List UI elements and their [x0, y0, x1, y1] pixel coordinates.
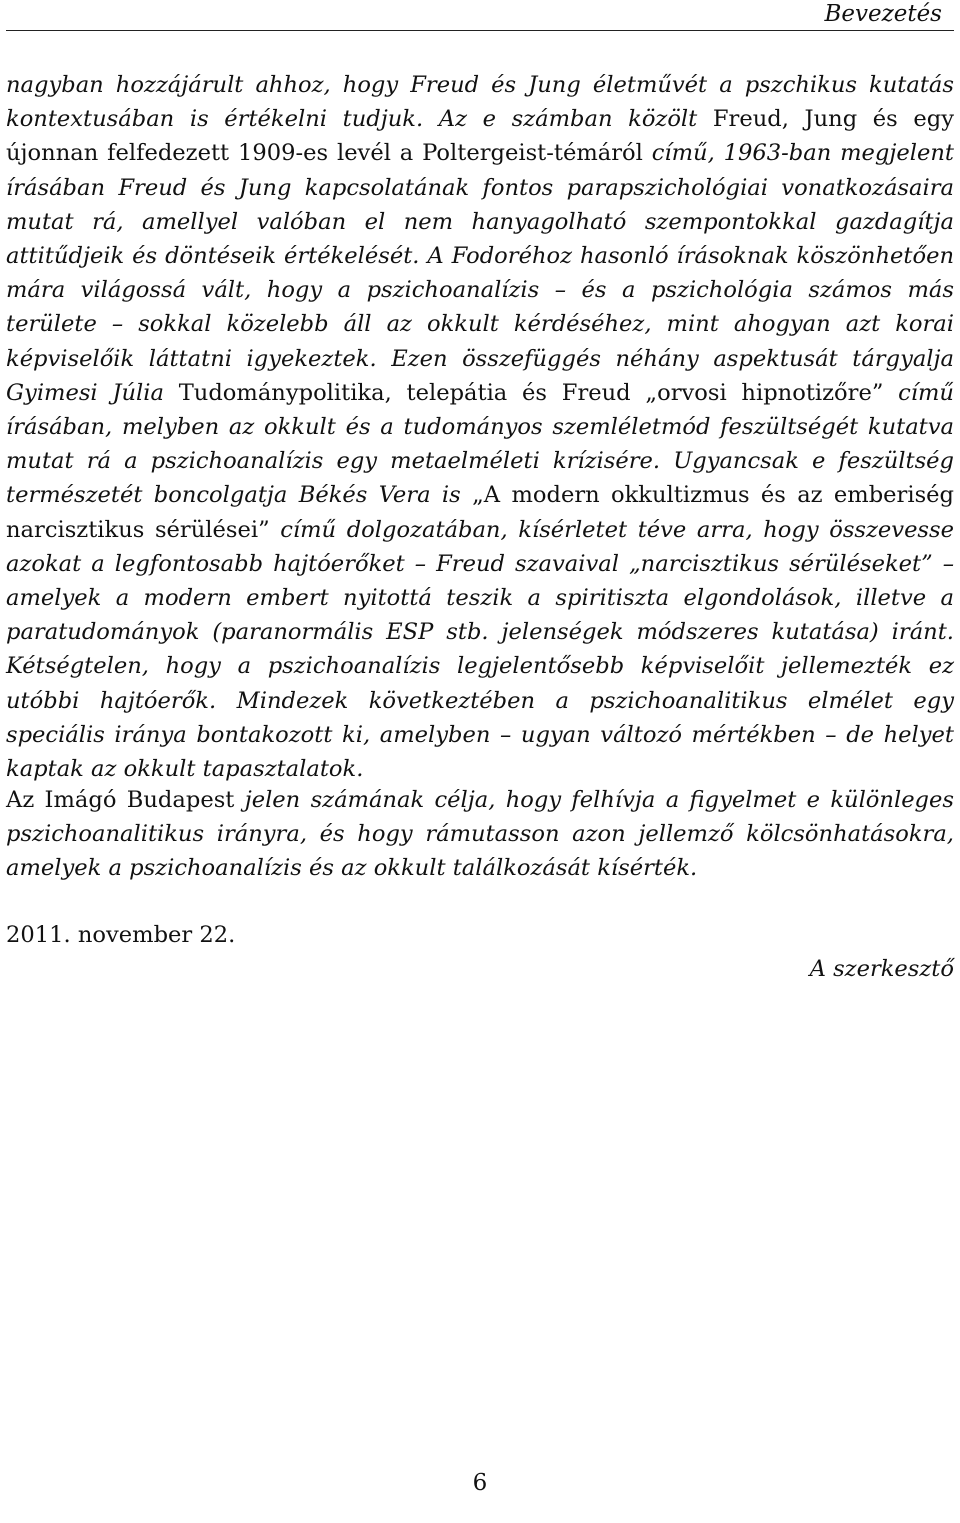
p1-article-title-fodor: Freud, Jung és egy újonnan felfedezett 1909-es levél a Poltergeist-témáról — [6, 106, 954, 167]
date-text: 2011. november 22. — [6, 922, 236, 948]
p1-text-1: nagyban hozzájárult ahhoz, hogy Freud és Jung életművét a pszchikus kutatás kontextusában is értékelni tudjuk. Az e számban közölt — [6, 72, 954, 133]
p1-article-title-bekes: „A modern okkultizmus és az emberiség narcisztikus sérülései” — [6, 482, 955, 543]
p1-text-2: című, 1963-ban megjelent írásában Freud és Jung kapcsolatának fontos parapszichológiai vonatkozásaira mutat rá, amellyel valóban el nem hanyagolható szempontokkal gazdagítja attitűdjeik és döntéseik értékelését. A Fodoréhoz hasonló írásoknak köszönhetően mára világossá vált, hogy a pszichoanalízis – és a pszichológia számos más területe – sokkal közelebb áll az okkult kérdéséhez, mint ahogyan azt korai képviselőik láttatni igyekeztek. Ezen összefüggés néhány aspektusát tárgyalja Gyimesi Júlia — [6, 140, 954, 406]
paragraph-2 — [6, 783, 954, 886]
p2-journal-title: Az Imágó Budapest — [6, 787, 235, 813]
signature-text: A szerkesztő — [809, 956, 954, 982]
p1-text-4: című dolgozatában, kísérletet téve arra, hogy összevesse azokat a legfontosabb hajtóerőket – Freud szavaival „narcisztikus sérüléseket” – amelyek a modern embert nyitottá teszik a spiritiszta elgondolások, illetve a paratudományok (paranormális ESP stb. jelenségek módszeres kutatása) iránt. Kétségtelen, hogy a pszichoanalízis legjelentősebb képviselőit jellemezték ez utóbbi hajtóerők. Mindezek következtében a pszichoanalitikus elmélet egy speciális iránya bontakozott ki, amelyben – ugyan változó mértékben – de helyet kaptak az okkult tapasztalatok. — [6, 516, 954, 783]
p1-text-3: című írásában, melyben az okkult és a tudományos szemléletmód feszültségét kutatva mutat rá a pszichoanalízis egy metaelméleti krízisére. Ugyancsak e feszültség természetét boncolgatja Békés Vera is — [6, 379, 954, 509]
signature — [810, 952, 954, 986]
p2-text: jelen számának célja, hogy felhívja a figyelmet e különleges pszichoanalitikus irányra, és hogy rámutasson azon jellemző kölcsönhatásokra, amelyek a pszichoanalízis és az okkult találkozását kísérték. — [6, 787, 954, 882]
page-number: 6 — [472, 1470, 488, 1496]
paragraph-1 — [6, 68, 954, 786]
running-header — [6, 0, 954, 31]
date-line — [6, 918, 235, 952]
running-title: Bevezetés — [824, 1, 942, 27]
p1-article-title-gyimesi: Tudománypolitika, telepátia és Freud „orvosi hipnotizőre” — [178, 379, 884, 406]
